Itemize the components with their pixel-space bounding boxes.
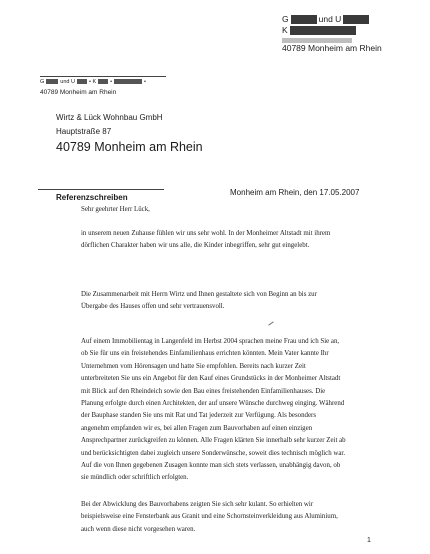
body-line: beispielsweise eine Fensterbank aus Granit und eine Schornsteinverkleidung aus Aluminium, xyxy=(81,513,338,521)
redaction-mark xyxy=(114,79,142,84)
pen-mark xyxy=(268,321,273,325)
sender-initial-k: K xyxy=(282,25,288,35)
salutation: Sehr geehrter Herr Lück, xyxy=(81,206,150,213)
body-line: Unternehmen vom Hörensagen und hatte Sie empfohlen. Bereits nach kurzer Zeit xyxy=(81,362,306,370)
body-line: sie mündlich oder schriftlich erfolgten. xyxy=(81,474,189,482)
redaction-mark xyxy=(343,15,369,24)
return-address-rule xyxy=(40,76,166,77)
body-line: Die Zusammenarbeit mit Herrn Wirtz und Ihnen gestaltete sich von Beginn an bis zur xyxy=(81,291,317,298)
redaction-mark xyxy=(46,79,58,84)
subject-rule xyxy=(38,189,164,190)
body-paragraph xyxy=(81,289,371,314)
body-paragraph xyxy=(81,499,371,536)
return-address-city: 40789 Monheim am Rhein xyxy=(40,89,117,96)
return-initial-k: K xyxy=(92,79,97,85)
redaction-mark xyxy=(291,15,317,24)
sender-city: 40789 Monheim am Rhein xyxy=(282,43,382,53)
body-line: ob Sie für uns ein freistehendes Einfamilienhaus errichten könnten. Mein Vater kannte Ihr xyxy=(81,350,329,358)
sender-line-2 xyxy=(282,25,382,36)
body-line: mit Blick auf den Rheindeich sowie den Bau eines freistehenden Einfamilienhauses. Die xyxy=(81,387,326,395)
body-line: dörflichen Charakter haben wir uns alle, die Kinder inbegriffen, sehr gut eingelebt. xyxy=(81,242,310,250)
return-bullet: • xyxy=(110,79,113,85)
body-line: auch wenn diese nicht vorgesehen waren. xyxy=(81,525,196,533)
sender-line-1 xyxy=(282,14,382,25)
body-line: Bei der Abwicklung des Bauvorhabens zeigten Sie sich sehr kulant. So erhielten wir xyxy=(81,501,314,508)
redaction-mark xyxy=(290,26,356,35)
page-number: 1 xyxy=(367,537,371,544)
return-und-u: und U xyxy=(60,79,75,85)
date-line: Monheim am Rhein, den 17.05.2007 xyxy=(230,188,360,197)
recipient-street: Hauptstraße 87 xyxy=(56,127,112,136)
body-line: angenehm empfanden wir es, bei allen Fragen zum Bauvorhaben auf einen einzigen xyxy=(81,424,313,432)
body-line: Ansprechpartner zurückgreifen zu können. Alle Fragen klärten Sie innerhalb sehr kurzer Zeit ab xyxy=(81,437,346,445)
body-line: Auf einem Immobilientag in Langenfeld im Herbst 2004 sprachen meine Frau und ich Sie an, xyxy=(81,338,340,345)
body-line: und berücksichtigten dabei zugleich unsere Sonderwünsche, soweit dies technisch möglich war. xyxy=(81,449,346,457)
body-paragraph xyxy=(81,228,371,253)
redaction-mark xyxy=(98,79,108,84)
recipient-city: 40789 Monheim am Rhein xyxy=(56,140,203,154)
body-line: Auf die von Ihnen gegebenen Zusagen konnte man sich stets verlassen, unabhängig davon, ob xyxy=(81,462,341,470)
sender-block xyxy=(282,14,382,54)
sender-initial-g: G xyxy=(282,14,289,24)
redaction-mark xyxy=(282,38,352,43)
body-line: unterbreiteten Sie uns ein Angebot für den Kauf eines Grundstücks in der Monheimer Altstadt xyxy=(81,375,341,383)
redaction-mark xyxy=(77,79,87,84)
sender-und-u: und U xyxy=(318,14,342,24)
body-line: der Bauphase standen Sie uns mit Rat und Tat jederzeit zur Verfügung. Als besonders xyxy=(81,412,317,420)
return-bullet: • xyxy=(88,79,91,85)
body-line: in unserem neuen Zuhause fühlen wir uns sehr wohl. In der Monheimer Altstadt mit ihrem xyxy=(81,230,331,237)
return-bullet: • xyxy=(144,79,146,85)
body-paragraph xyxy=(81,336,371,485)
body-line: Planung erfolgte durch einen Architekten, der auf unsere Wünsche durchweg einging. Während xyxy=(81,400,345,408)
return-address xyxy=(40,79,146,85)
subject-line: Referenzschreiben xyxy=(56,193,128,202)
body-line: Übergabe des Hauses offen und sehr vertrauensvoll. xyxy=(81,303,225,311)
recipient-company: Wirtz & Lück Wohnbau GmbH xyxy=(56,113,163,122)
return-initial-g: G xyxy=(40,79,45,85)
